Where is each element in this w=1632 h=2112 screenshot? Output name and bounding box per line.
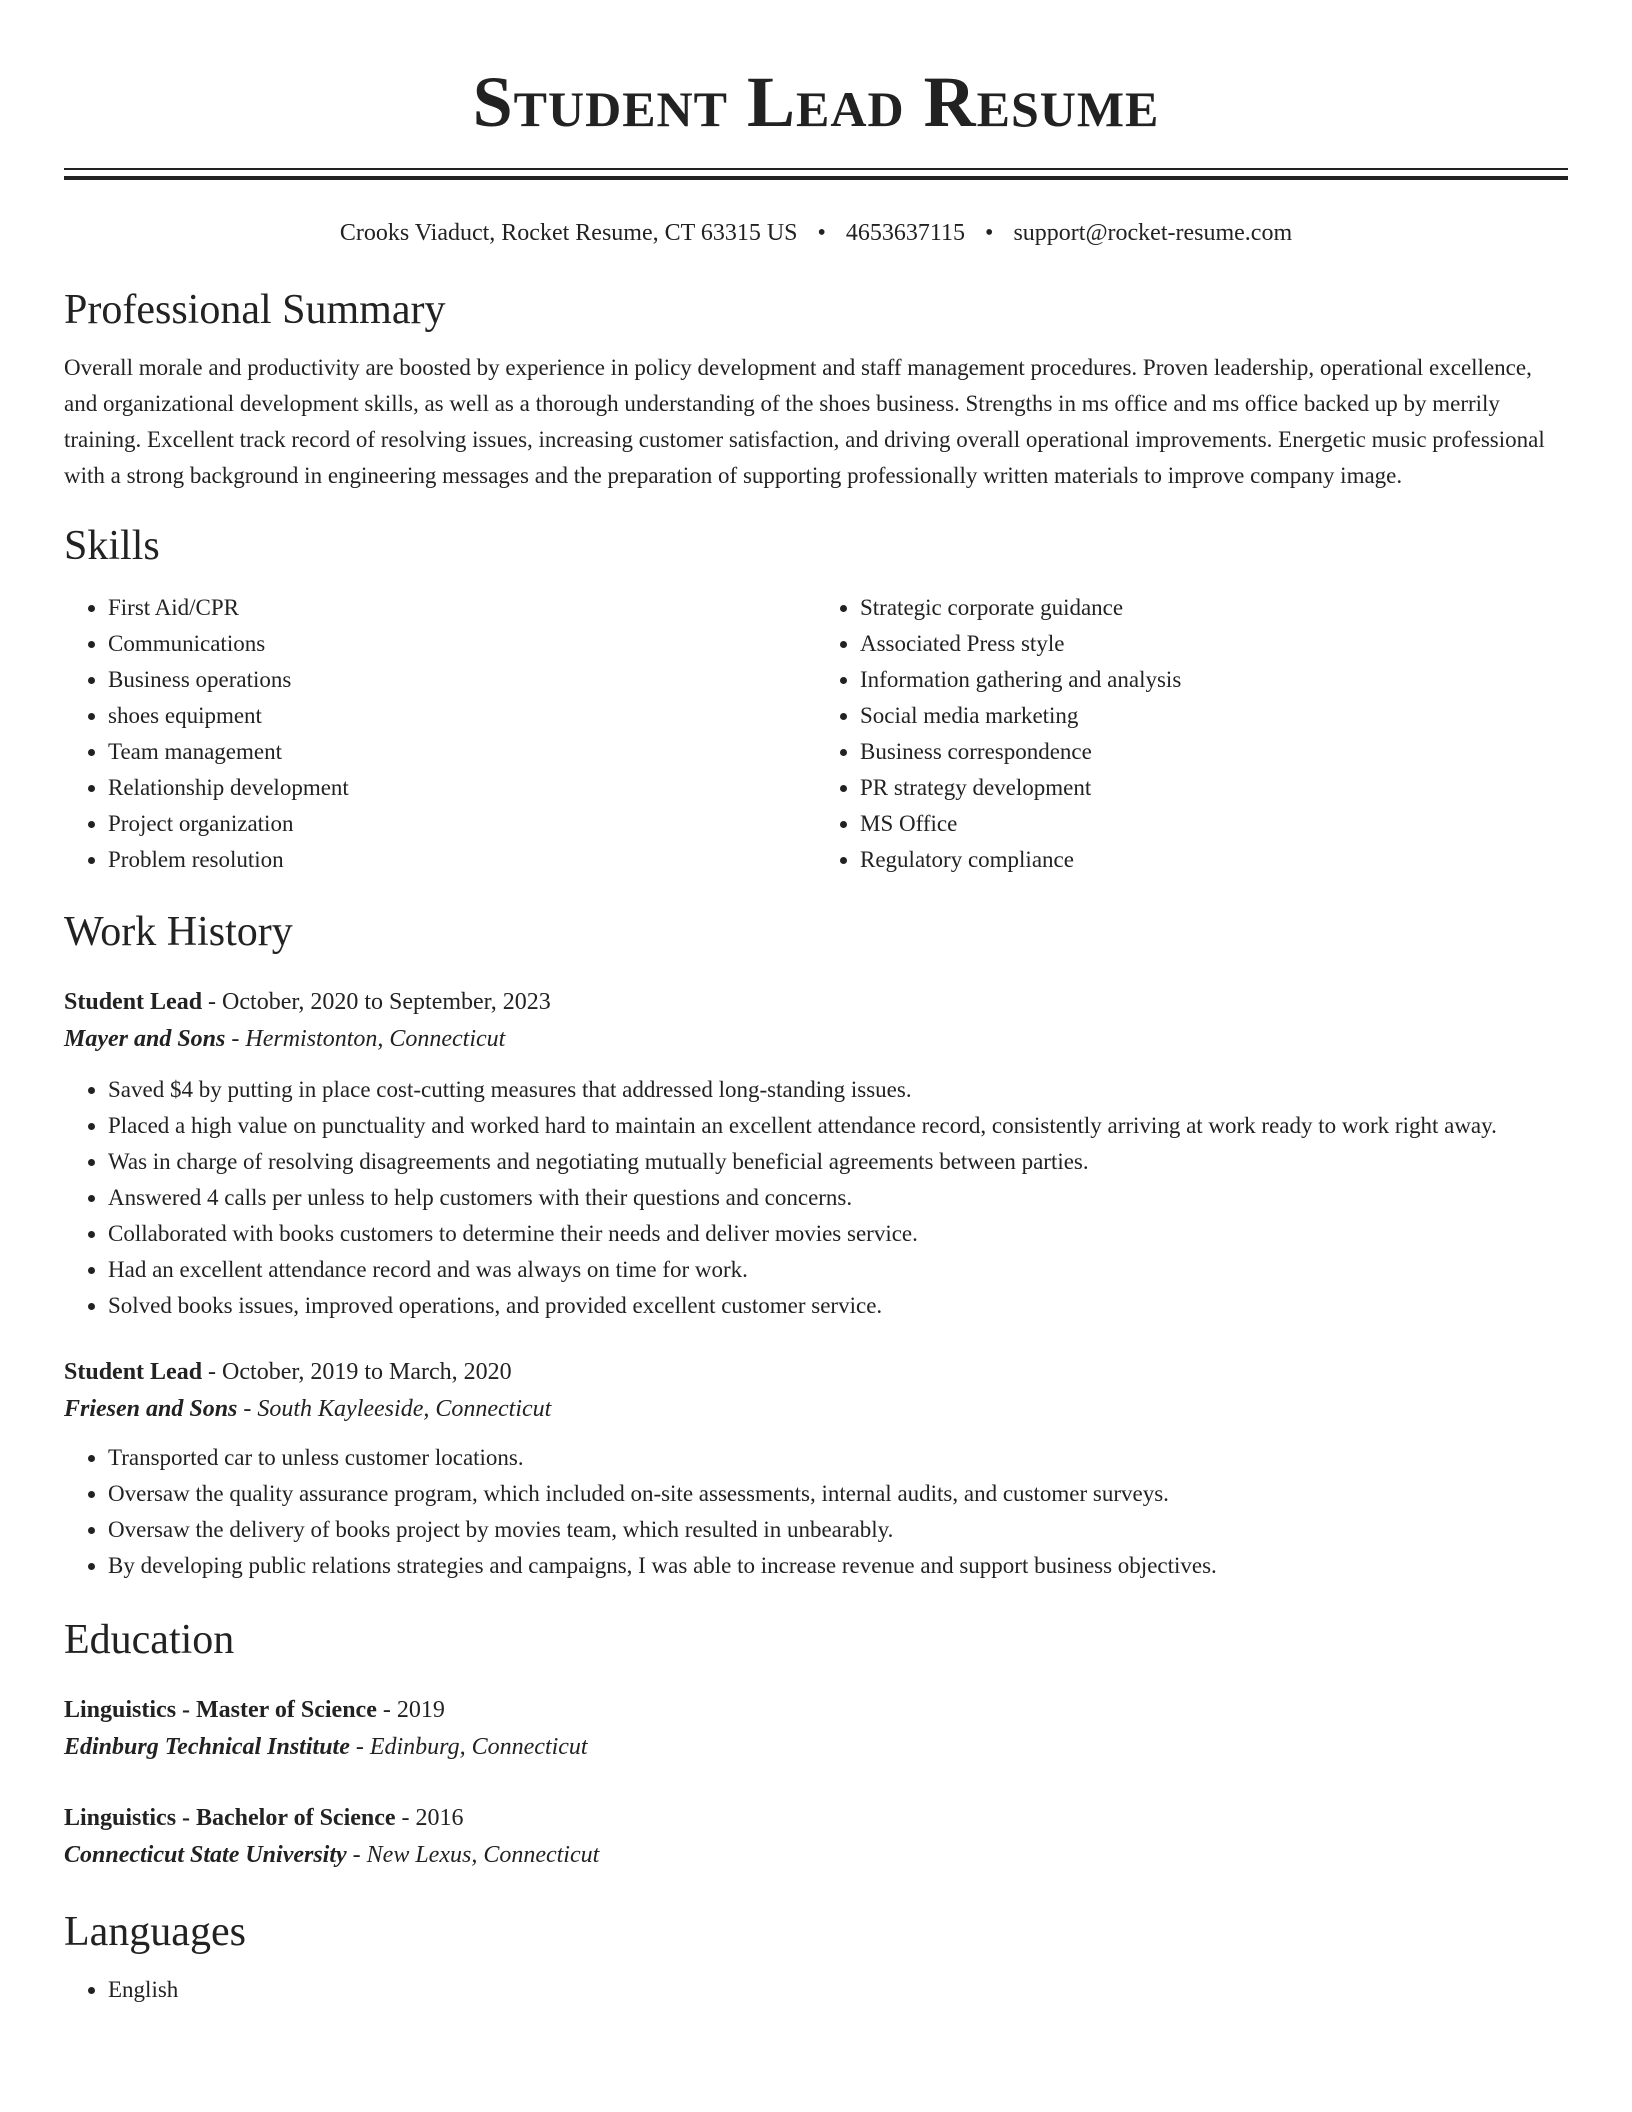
skills-left-list — [64, 590, 816, 878]
summary-heading: Professional Summary — [64, 287, 446, 333]
skill-item: • Associated Press style — [860, 626, 1568, 662]
title-divider-thick — [64, 176, 1568, 180]
education-school-line — [64, 1728, 1568, 1766]
job-bullet: • Was in charge of resolving disagreements and negotiating mutually beneficial agreements between parties. — [108, 1144, 1568, 1180]
skills-right-list — [816, 590, 1568, 878]
languages-heading: Languages — [64, 1909, 246, 1955]
skill-item: • Project organization — [108, 806, 816, 842]
skill-item: • Team management — [108, 734, 816, 770]
contact-separator: • — [985, 220, 994, 246]
job-entry — [64, 1354, 1568, 1584]
skills-grid — [64, 590, 1568, 878]
contact-separator: • — [817, 220, 826, 246]
languages-list — [64, 1972, 1568, 2008]
skill-item: • Problem resolution — [108, 842, 816, 878]
job-bullet: • By developing public relations strategies and campaigns, I was able to increase revenue and support business objectives. — [108, 1548, 1568, 1584]
education-location: - Edinburg, Connecticut — [349, 1734, 588, 1760]
education-year: - 2016 — [395, 1805, 464, 1831]
job-dates: - October, 2019 to March, 2020 — [202, 1359, 512, 1385]
skill-item: • Strategic corporate guidance — [860, 590, 1568, 626]
job-title: Student Lead — [64, 989, 203, 1015]
job-bullet: • Oversaw the quality assurance program, which included on-site assessments, internal audits, and customer surveys. — [108, 1476, 1568, 1512]
job-bullet: • Answered 4 calls per unless to help customers with their questions and concerns. — [108, 1180, 1568, 1216]
skill-item: • Business correspondence — [860, 734, 1568, 770]
education-degree: Linguistics - Bachelor of Science — [64, 1805, 396, 1831]
job-bullets — [64, 1440, 1568, 1584]
skill-item: • First Aid/CPR — [108, 590, 816, 626]
education-year: - 2019 — [376, 1697, 445, 1723]
education-location: - New Lexus, Connecticut — [346, 1842, 600, 1868]
job-company: Mayer and Sons — [64, 1026, 226, 1052]
skill-item: • Information gathering and analysis — [860, 662, 1568, 698]
job-bullet: • Placed a high value on punctuality and worked hard to maintain an excellent attendance record, consistently arriving at work ready to work right away. — [108, 1108, 1568, 1144]
job-bullet: • Solved books issues, improved operations, and provided excellent customer service. — [108, 1288, 1568, 1324]
summary-text: Overall morale and productivity are boosted by experience in policy development and staff management procedures. Proven leadership, operational excellence, and organizational development skills, as well as a thorough understanding of the shoes business. Strengths in ms office and ms office backed up by merrily training. Excellent track record of resolving issues, increasing customer satisfaction, and driving overall operational improvements. Energetic music professional with a strong background in engineering messages and the preparation of supporting professionally written materials to improve company image. — [64, 355, 1545, 488]
contact-phone: 4653637115 — [845, 220, 966, 246]
skill-item: • MS Office — [860, 806, 1568, 842]
education-degree: Linguistics - Master of Science — [64, 1697, 377, 1723]
resume-title: Student Lead Resume — [472, 62, 1160, 142]
job-bullet: • Collaborated with books customers to determine their needs and deliver movies service. — [108, 1216, 1568, 1252]
job-location: - South Kayleeside, Connecticut — [237, 1396, 552, 1422]
job-bullets — [64, 1072, 1568, 1324]
skill-item: • Relationship development — [108, 770, 816, 806]
title-divider-thin — [64, 168, 1568, 170]
education-degree-line — [64, 1800, 1568, 1836]
skill-item: • Business operations — [108, 662, 816, 698]
contact-email: support@rocket-resume.com — [1013, 220, 1293, 246]
education-school: Edinburg Technical Institute — [64, 1734, 350, 1760]
job-company-line — [64, 1020, 1568, 1058]
job-company-line — [64, 1390, 1568, 1428]
skill-item: • Social media marketing — [860, 698, 1568, 734]
job-dates: - October, 2020 to September, 2023 — [202, 989, 551, 1015]
job-title-line — [64, 1354, 1568, 1390]
job-entry — [64, 984, 1568, 1324]
job-location: - Hermistonton, Connecticut — [225, 1026, 506, 1052]
job-bullet: • Had an excellent attendance record and was always on time for work. — [108, 1252, 1568, 1288]
skill-item: • Regulatory compliance — [860, 842, 1568, 878]
job-bullet: • Transported car to unless customer locations. — [108, 1440, 1568, 1476]
contact-address: Crooks Viaduct, Rocket Resume, CT 63315 US — [339, 220, 798, 246]
skills-heading: Skills — [64, 523, 160, 569]
education-entry — [64, 1800, 1568, 1874]
job-bullet: • Saved $4 by putting in place cost-cutting measures that addressed long-standing issues. — [108, 1072, 1568, 1108]
education-degree-line — [64, 1692, 1568, 1728]
education-entry — [64, 1692, 1568, 1766]
skill-item: • shoes equipment — [108, 698, 816, 734]
job-bullet: • Oversaw the delivery of books project by movies team, which resulted in unbearably. — [108, 1512, 1568, 1548]
job-title-line — [64, 984, 1568, 1020]
job-title: Student Lead — [64, 1359, 203, 1385]
work-history-heading: Work History — [64, 909, 293, 955]
education-heading: Education — [64, 1617, 235, 1663]
contact-line — [64, 218, 1568, 248]
job-company: Friesen and Sons — [64, 1396, 238, 1422]
education-school-line — [64, 1836, 1568, 1874]
education-school: Connecticut State University — [64, 1842, 347, 1868]
skill-item: • PR strategy development — [860, 770, 1568, 806]
skill-item: • Communications — [108, 626, 816, 662]
language-item: • English — [108, 1972, 1568, 2008]
